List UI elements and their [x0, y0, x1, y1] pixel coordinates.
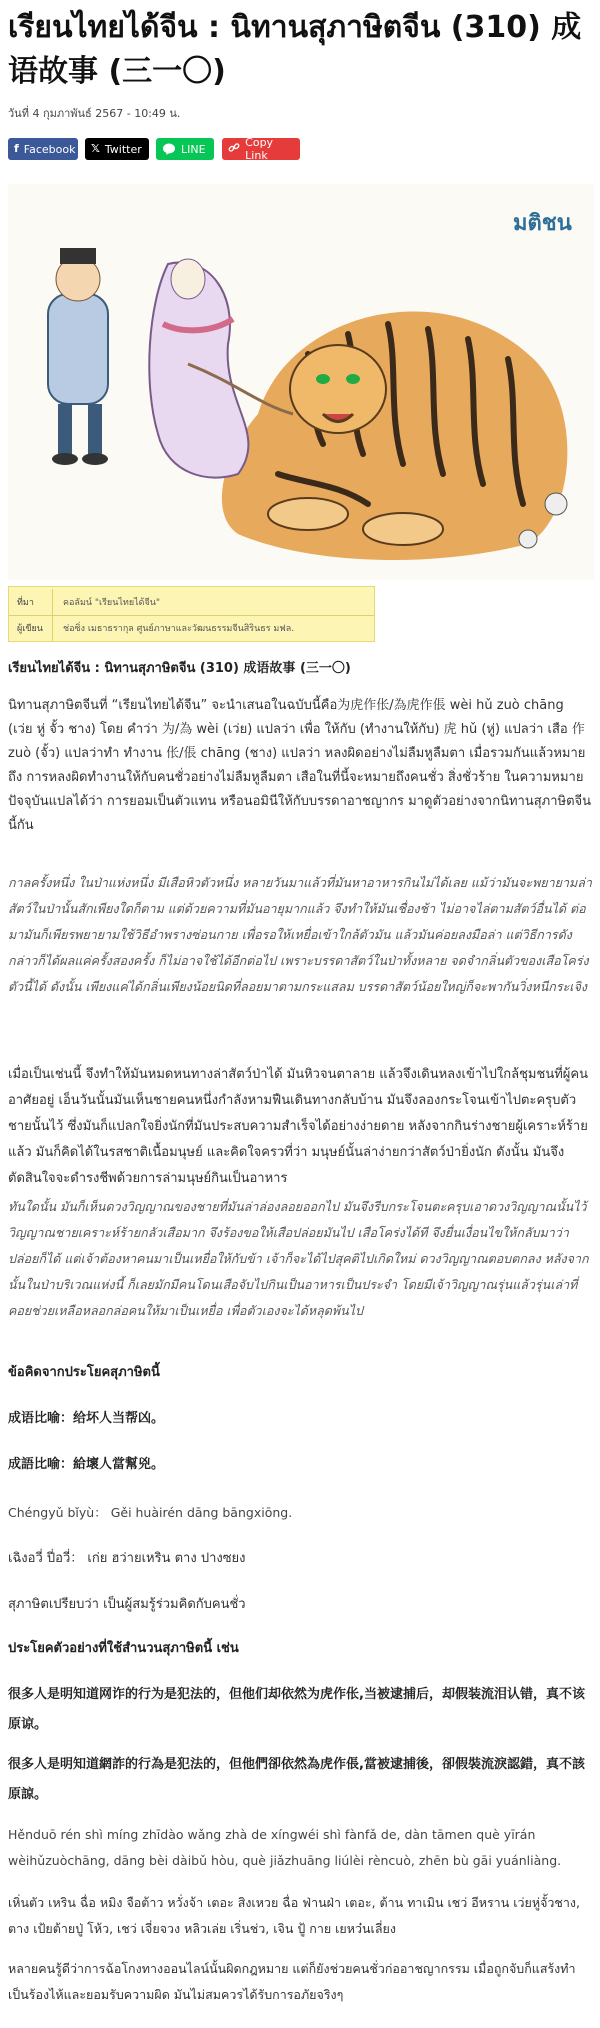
- paragraph-story-1: กาลครั้งหนึ่ง ในป่าแห่งหนึ่ง มีเสือหิวตัวหนึ่ง หลายวันมาแล้วที่มันหาอาหารกินไม่ได้เลย แม้ว่ามันจะพยายามล่าสัตว์ในป่านั้นสักเพียงใดก็ตาม แต่ด้วยความที่มันอายุมากแล้ว จึงทำให้มันเชื่องช้า ไม่อาจไล่ตามสัตว์อื่นได้ ต่อมามันก็เพียรพยายามใช้วิธีอำพรางซ่อนกาย เพื่อรอให้เหยื่อเข้าใกล้ตัวมัน แล้วมันค่อยลงมือล่า แต่วิธีการดังกล่าวก็ได้ผลแค่ครั้งสองครั้ง ก็ไม่อาจใช้ได้อีกต่อไป เพราะบรรดาสัตว์ในป่าทั้งหลาย จดจำกลิ่นตัวของเสือโคร่งตัวนี้ได้ ดังนั้น เพียงแค่ได้กลิ่นเพียงน้อยนิดที่ลอยมาตามกระแสลม บรรดาสัตว์น้อยใหญ่ก็จะพากันวิ่งหนีกระเจิง: [8, 875, 592, 994]
- copy-link-button[interactable]: [222, 138, 300, 160]
- copy-link-label: Copy Link: [245, 136, 274, 162]
- share-line-label: LINE: [181, 142, 206, 156]
- credit-author-label: ผู้เขียน: [9, 615, 53, 641]
- idiom-traditional: 成語比喻：給壞人當幫兇。: [8, 1457, 165, 1472]
- example-heading: ประโยคตัวอย่างที่ใช้สำนวนสุภาษิตนี้ เช่น: [8, 1641, 239, 1656]
- watermark-text: มติชน: [513, 210, 572, 235]
- article-title: เรียนไทยได้จีน : นิทานสุภาษิตจีน (310) 成语故事 (三一〇): [8, 10, 582, 89]
- credit-source-label: ที่มา: [9, 589, 53, 615]
- example-thai-meaning: หลายคนรู้ดีว่าการฉ้อโกงทางออนไลน์นั้นผิดกฎหมาย แต่ก็ยังช่วยคนชั่วก่ออาชญากรรม เมื่อถูกจับก็แสร้งทำเป็นร้องไห้และยอมรับความผิด มันไม่สมควรได้รับการอภัยจริงๆ: [8, 1961, 576, 2002]
- credit-source-row: [9, 589, 374, 616]
- credit-author-row: [9, 615, 374, 641]
- idiom-thai-reading: เฉิงอวี่ ปี่อวี่： เก่ย ฮว่ายเหริน ตาง ปางซยง: [8, 1551, 246, 1566]
- x-icon: 𝕏: [91, 142, 100, 155]
- share-facebook-label: Facebook: [23, 142, 76, 156]
- tiger-scene-illustration: [8, 184, 594, 580]
- matichon-watermark: [513, 210, 572, 235]
- share-facebook-button[interactable]: [8, 138, 78, 160]
- example-thai-reading: เหิ่นตัว เหริน ฉื่อ หมิง จือต้าว หวั่งจ้า เตอะ สิงเหวย ฉื่อ ฟ่านฝ่า เตอะ, ต้าน ทาเมิน เชว่ อีหราน เว่ยหู่จั้วชาง, ตาง เป้ยต้ายปู่ โห้ว, เชว่ เจี่ยจวง หลิวเล่ย เริ่นช่ว, เจิน ปู้ กาย เยหว๋นเลี่ยง: [8, 1895, 581, 1936]
- share-twitter-label: Twitter: [104, 142, 142, 156]
- example-pinyin: Hěnduō rén shì míng zhīdào wǎng zhà de xíngwéi shì fànfǎ de, dàn tāmen què yīrán wèihǔzuòchāng, dāng bèi dàibǔ hòu, què jiǎzhuāng liúlèi rèncuò, zhēn bù gāi yuánliàng.: [8, 1827, 562, 1868]
- idea-heading: ข้อคิดจากประโยคสุภาษิตนี้: [8, 1365, 160, 1380]
- line-icon: [162, 142, 176, 156]
- paragraph-story-2: เมื่อเป็นเช่นนี้ จึงทำให้มันหมดหนทางล่าสัตว์ป่าได้ มันหิวจนตาลาย แล้วจึงเดินหลงเข้าไปใกล้ชุมชนที่ผู้คนอาศัยอยู่ เอ็นวันนั้นมันเห็นชายคนหนึ่งกำลังหามฟืนเดินทางกลับบ้าน มันจึงลองกระโจนเข้าไปตะครุบตัวชายนั้นไว้ ซึ่งมันก็แปลกใจยิ่งนักที่มันประสบความสำเร็จได้อย่างง่ายดาย หลังจากกินร่างชายผู้เคราะห์ร้ายแล้ว มันก็คิดได้ในรสชาติเนื้อมนุษย์ และคิดใจครวที่ว่า มนุษย์นั้นล่าง่ายกว่าสัตว์ป่ายิ่งนัก ดังนั้น มันจึงตัดสินใจจะดำรงชีพด้วยการล่ามนุษย์กินเป็นอาหาร: [8, 1067, 588, 1186]
- publish-date: วันที่ 4 กุมภาพันธ์ 2567 - 10:49 น.: [8, 107, 181, 120]
- article-subheading: เรียนไทยได้จีน : นิทานสุภาษิตจีน (310) 成语故事 (三一〇): [8, 661, 351, 676]
- idiom-simplified: 成语比喻：给坏人当帮凶。: [8, 1411, 165, 1426]
- paragraph-intro: นิทานสุภาษิตจีนที่ “เรียนไทยได้จีน” จะนำเสนอในฉบับนี้คือ为虎作伥/為虎作倀 wèi hǔ zuò chāng (เว่ย หู่ จั้ว ชาง) โดย คำว่า 为/為 wèi (เว่ย) แปลว่า เพื่อ ให้กับ (ทำงานให้กับ) 虎 hǔ (หู่) แปลว่า เสือ 作 zuò (จั้ว) แปลว่าทำ ทำงาน 伥/倀 chāng (ชาง) แปลว่า หลงผิดอย่างไม่ลืมหูลืมตา เมื่อรวมกันแล้วหมายถึง การหลงผิดทำงานให้กับคนชั่วอย่างไม่ลืมหูลืมตา เสือในที่นี้จะหมายถึงคนชั่ว สิ่งชั่วร้าย ในความหมายปัจจุบันแปลได้ว่า การยอมเป็นตัวแทน หรือนอมินีให้กับบรรดาอาชญากร มาดูตัวอย่างจากนิทานสุภาษิตจีนนี้กัน: [8, 698, 592, 833]
- share-line-button[interactable]: [156, 138, 214, 160]
- hero-illustration: [8, 184, 594, 580]
- link-icon: [228, 142, 240, 156]
- example-traditional: 很多人是明知道網詐的行為是犯法的，但他們卻依然為虎作倀,當被逮捕後，卻假裝流淚認錯，真不該原諒。: [8, 1757, 585, 1802]
- credit-box: [8, 586, 375, 642]
- credit-source-value: คอลัมน์ "เรียนไทยได้จีน": [63, 598, 161, 608]
- example-simplified: 很多人是明知道网诈的行为是犯法的，但他们却依然为虎作伥,当被逮捕后，却假装流泪认错，真不该原谅。: [8, 1687, 585, 1732]
- credit-author-value: ช่อซิ่ง เมธาธรากุล ศูนย์ภาษาและวัฒนธรรมจีนสิรินธร มฟล.: [63, 624, 295, 634]
- paragraph-story-3: ทันใดนั้น มันก็เห็นดวงวิญญาณของชายที่มันล่าล่องลอยออกไป มันจึงรีบกระโจนตะครุบเอาดวงวิญญาณนั้นไว้ วิญญาณชายเคราะห์ร้ายกลัวเสือมาก จึงร้องขอให้เสือปล่อยมันไป เสือโคร่งได้ที จึงยื่นเงื่อนไขให้กลับมาว่า ปล่อยก็ได้ แต่เจ้าต้องหาคนมาเป็นเหยื่อให้กับข้า เจ้าก็จะได้ไปสุคติไปเกิดใหม่ ดวงวิญญาณตอบตกลง หลังจากนั้นในป่าบริเวณแห่งนี้ ก็เลยมักมีคนโดนเสือจับไปกินเป็นอาหารเป็นประจำ โดยมีเจ้าวิญญาณรุ่นแล้วรุ่นเล่าที่คอยช่วยเหลือหลอกล่อคนให้มาเป็นเหยื่อ เพื่อตัวเองจะได้หลุดพ้นไป: [8, 1199, 589, 1318]
- idiom-pinyin: Chéngyǔ bǐyù： Gěi huàirén dāng bāngxiōng.: [8, 1505, 293, 1520]
- share-twitter-button[interactable]: [85, 138, 149, 160]
- idiom-thai-meaning: สุภาษิตเปรียบว่า เป็นผู้สมรู้ร่วมคิดกับคนชั่ว: [8, 1597, 246, 1612]
- facebook-icon: f: [14, 142, 19, 155]
